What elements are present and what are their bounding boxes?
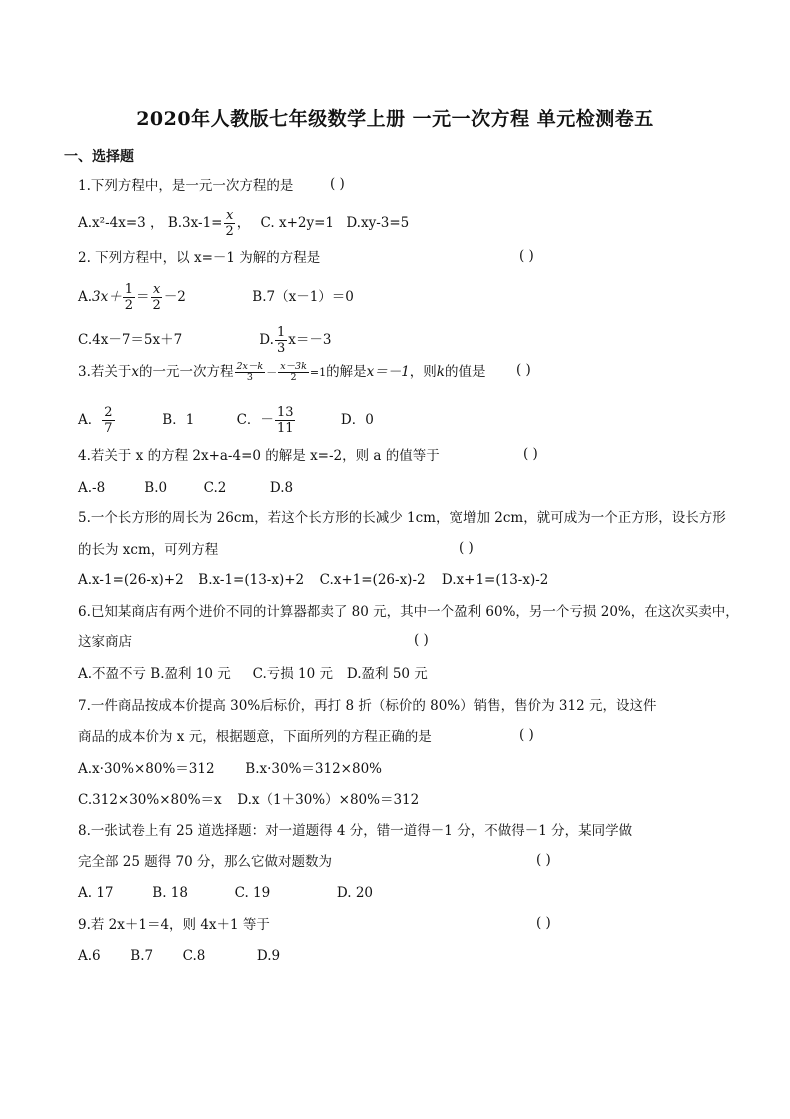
stem-text: 的一元一次方程 <box>139 364 234 380</box>
option-d: D.x（1＋30%）×80%＝312 <box>237 792 420 808</box>
stem-text: 的解是 <box>326 364 367 380</box>
question-5-stem-line1: 5.一个长方形的周长为 26cm，若这个长方形的长减少 1cm，宽增加 2cm，就可成为一个正方形，设长方形 <box>78 510 726 526</box>
question-7-options-row2 <box>78 790 419 810</box>
question-1-answer-paren: ( ) <box>330 176 345 192</box>
page-title: 2020年人教版七年级数学上册 一元一次方程 单元检测卷五 <box>136 108 654 130</box>
option-c: C.亏损 10 元 <box>252 666 333 682</box>
option-d: D. 20 <box>336 885 373 901</box>
option-a: A.6 <box>78 948 101 964</box>
option-d: D.盈利 50 元 <box>346 666 428 682</box>
fraction-numerator: x <box>153 282 161 297</box>
equals-one: =1 <box>309 366 327 379</box>
fraction-2x-minus-k-over-3 <box>235 362 266 383</box>
question-1-stem: 1.下列方程中，是一元一次方程的是 <box>78 178 294 194</box>
fraction-x-over-2 <box>151 282 163 313</box>
option-c: C.8 <box>182 948 206 964</box>
question-4-stem: 4.若关于 x 的方程 2x+a-4=0 的解是 x=-2，则 a 的值等于 <box>78 448 440 464</box>
fraction-numerator: 2x－k <box>236 361 264 372</box>
stem-text: 的值是 <box>444 364 486 380</box>
option-a: A.x-1=(26-x)+2 <box>78 572 184 588</box>
variable-k: k <box>436 364 445 380</box>
fraction-x-over-2 <box>223 208 235 239</box>
question-7-stem-line2: 商品的成本价为 x 元，根据题意，下面所列的方程正确的是 <box>78 729 432 745</box>
option-a <box>78 282 248 313</box>
question-5-options <box>78 570 548 590</box>
question-7-answer-paren: ( ) <box>519 727 534 743</box>
variable-x: x <box>131 364 140 380</box>
option-c <box>237 405 337 436</box>
option-d-suffix: x＝－3 <box>288 332 332 348</box>
fraction-denominator: 2 <box>290 372 297 383</box>
option-c: C. x+2y=1 <box>260 215 335 231</box>
option-b: B.0 <box>144 480 168 496</box>
question-7-stem-line1: 7.一件商品按成本价提高 30%后标价，再打 8 折（标价的 80%）销售，售价为 312 元，设这件 <box>78 698 657 714</box>
minus-sign: － <box>266 366 278 379</box>
option-b: B.盈利 10 元 <box>150 666 231 682</box>
option-c: C. 19 <box>234 885 271 901</box>
question-6-answer-paren: ( ) <box>414 632 429 648</box>
question-8-answer-paren: ( ) <box>536 852 551 868</box>
option-d: D．0 <box>340 412 374 428</box>
fraction-x-minus-3k-over-2 <box>278 362 309 383</box>
option-b: B．1 <box>162 412 195 428</box>
option-d-label: D. <box>259 332 274 348</box>
question-2-stem: 2. 下列方程中，以 x=－1 为解的方程是 <box>78 250 321 266</box>
fraction-numerator: 13 <box>276 405 294 420</box>
option-a: A.x²-4x=3 ， <box>78 215 164 231</box>
question-6-options <box>78 664 428 684</box>
option-c: C.2 <box>203 480 227 496</box>
equals-sign: ＝ <box>136 289 150 305</box>
fraction-numerator: x <box>225 208 234 223</box>
question-8-stem-line1: 8.一张试卷上有 25 道选择题：对一道题得 4 分，错一道得－1 分，不做得－1 分，某同学做 <box>78 823 633 839</box>
fraction-numerator: 1 <box>276 325 286 340</box>
solution-value: x＝－1 <box>366 364 410 380</box>
fraction-2-over-7 <box>102 405 114 436</box>
option-b: B.x·30%＝312×80% <box>245 761 383 777</box>
option-b: B.7（x－1）＝0 <box>252 289 354 305</box>
question-2-answer-paren: ( ) <box>519 248 534 264</box>
option-c: C.x+1=(26-x)-2 <box>319 572 426 588</box>
option-a-term: 3x＋ <box>92 289 122 305</box>
question-6-stem-line2: 这家商店 <box>78 634 132 650</box>
option-d: D.xy-3=5 <box>346 215 410 231</box>
option-b: B.7 <box>130 948 154 964</box>
fraction-denominator: 11 <box>276 421 294 436</box>
fraction-denominator: 3 <box>246 372 253 383</box>
question-7-options-row1 <box>78 759 382 779</box>
option-a: A.-8 <box>78 480 106 496</box>
question-1-options <box>78 208 409 239</box>
option-a <box>78 405 158 436</box>
option-c: C.4x－7＝5x＋7 <box>78 332 183 348</box>
fraction-numerator: 2 <box>104 405 113 420</box>
fraction-numerator: 1 <box>124 282 134 297</box>
option-a-label: A． <box>78 412 102 428</box>
question-2-options-row2 <box>78 325 331 356</box>
option-a: A. 17 <box>78 885 114 901</box>
option-d: D.8 <box>269 480 294 496</box>
option-b <box>168 208 250 239</box>
question-5-stem-line2: 的长为 xcm，可列方程 <box>78 542 219 558</box>
question-2-options-row1 <box>78 282 354 313</box>
section-heading: 一、选择题 <box>64 149 134 165</box>
fraction-denominator: 2 <box>124 298 134 313</box>
option-b-suffix: ， <box>236 215 251 231</box>
option-b: B. 18 <box>152 885 188 901</box>
question-4-options <box>78 478 293 498</box>
option-a: A.x·30%×80%＝312 <box>78 761 215 777</box>
stem-text: 3.若关于 <box>78 364 132 380</box>
option-a-suffix: －2 <box>163 289 186 305</box>
question-8-options <box>78 883 373 903</box>
fraction-denominator: 7 <box>104 421 113 436</box>
question-6-stem-line1: 6.已知某商店有两个进价不同的计算器都卖了 80 元，其中一个盈利 60%，另一个亏损 20%，在这次买卖中， <box>78 604 739 620</box>
fraction-denominator: 3 <box>276 341 286 356</box>
question-9-options <box>78 946 280 966</box>
fraction-denominator: 2 <box>225 224 234 239</box>
option-d: D.x+1=(13-x)-2 <box>441 572 549 588</box>
option-b: B.x-1=(13-x)+2 <box>198 572 305 588</box>
question-3-stem <box>78 362 485 383</box>
option-c-label: C．－ <box>236 412 274 428</box>
option-c: C.312×30%×80%＝x <box>78 792 222 808</box>
option-a: A.不盈不亏 <box>78 666 147 682</box>
option-d: D.9 <box>256 948 281 964</box>
stem-text: ，则 <box>409 364 437 380</box>
fraction-numerator: x－3k <box>280 361 307 372</box>
question-9-stem: 9.若 2x＋1＝4，则 4x＋1 等于 <box>78 917 270 933</box>
option-a-label: A. <box>78 289 93 305</box>
question-3-options <box>78 405 374 436</box>
fraction-1-over-3 <box>275 325 287 356</box>
fraction-1-over-2 <box>123 282 135 313</box>
question-4-answer-paren: ( ) <box>523 446 538 462</box>
option-d <box>259 325 331 356</box>
fraction-13-over-11 <box>275 405 296 436</box>
question-9-answer-paren: ( ) <box>536 915 551 931</box>
question-8-stem-line2: 完全部 25 题得 70 分，那么它做对题数为 <box>78 854 333 870</box>
question-5-answer-paren: ( ) <box>459 540 474 556</box>
fraction-denominator: 2 <box>152 298 161 313</box>
option-b-text: B.3x-1= <box>167 215 223 231</box>
question-3-answer-paren: ( ) <box>516 362 531 378</box>
